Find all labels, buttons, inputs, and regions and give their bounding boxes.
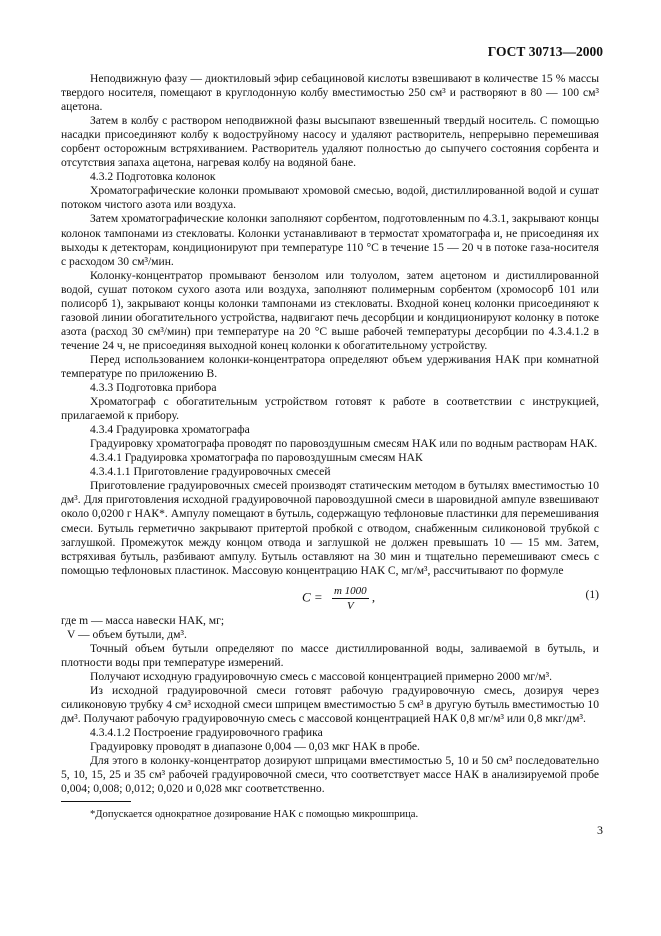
section-heading: 4.3.4.1 Градуировка хроматографа по паровоздушным смесям НАК — [90, 451, 423, 465]
section-heading: 4.3.4.1.2 Построение градуировочного графика — [90, 726, 323, 740]
paragraph: Затем в колбу с раствором неподвижной фазы высыпают взвешенный твердый носитель. С помощью насадки присоединяют колбу к водоструйному насосу и удаляют растворитель, непрерывно перемешивая сорбент осторожным встряхиванием. Растворитель удаляют полностью до сыпучего состояния сорбента и отсутствия запаха ацетона, нагревая колбу на водяной бане. — [61, 114, 599, 170]
paragraph: Хроматографические колонки промывают хромовой смесью, водой, дистиллированной водой и сушат потоком чистого азота или воздуха. — [61, 184, 599, 212]
footnote: *Допускается однократное дозирование НАК с помощью микрошприца. — [90, 809, 419, 821]
where-line: где m — масса навески НАК, мг; — [61, 613, 225, 627]
paragraph: Точный объем бутыли определяют по массе дистиллированной воды, заливаемой в бутыль, и плотности воды при температуре измерений. — [61, 641, 599, 669]
paragraph: Приготовление градуировочных смесей производят статическим методом в бутылях вместимостью 10 дм³. Для приготовления исходной градуировочной паровоздушной смеси в шаровидной ампуле взвешивают около 0,0200 г НАК*. Ампулу помещают в бутыль, содержащую тефлоновые пластинки для перемешивания смеси. Бутыль герметично закрывают притертой пробкой с отводом, снабженным силиконовой трубкой с заглушкой. Промежуток между концом отвода и заглушкой не должен превышать 10 — 15 мм. Затем, встряхивая бутыль, разбивают ампулу. Бутыль оставляют на 30 мин и тщательно перемешивают смесь с помощью тефлоновых пластинок. Массовую концентрацию НАК С, мг/м³, рассчитывают по формуле — [61, 479, 599, 577]
equation-number: (1) — [585, 587, 599, 601]
formula-tail: , — [371, 589, 376, 605]
section-heading: 4.3.4 Градуировка хроматографа — [90, 423, 250, 437]
formula-denominator: V — [346, 599, 354, 612]
formula — [302, 584, 375, 613]
paragraph: Затем хроматографические колонки заполняют сорбентом, подготовленным по 4.3.1, закрывают концы колонок тампонами из стекловаты. Колонки устанавливают в термостат хроматографа и, не присоединяя их выходы к детекторам, кондиционируют при температуре 110 °С в течение 15 — 20 ч в потоке газа-носителя с расходом 30 см³/мин. — [61, 212, 599, 268]
paragraph: Неподвижную фазу — диоктиловый эфир себациновой кислоты взвешивают в количестве 15 % массы твердого носителя, помещают в круглодонную колбу вместимостью 250 см³ и растворяют в 80 — 100 см³ ацетона. — [61, 72, 599, 114]
section-heading: 4.3.2 Подготовка колонок — [90, 170, 216, 184]
paragraph: Из исходной градуировочной смеси готовят рабочую градуировочную смесь, дозируя через силиконовую трубку 4 см³ исходной смеси шприцем вместимостью 5 см³ в другую бутыль вместимостью 10 дм³. Получают рабочую градуировочную смесь с массовой концентрацией НАК 0,8 мг/м³ или 0,8 мкг/дм³. — [61, 683, 599, 726]
paragraph: Градуировку хроматографа проводят по паровоздушным смесям НАК или по водным растворам НАК. — [90, 437, 598, 451]
paragraph: Для этого в колонку-концентратор дозируют шприцами вместимостью 5, 10 и 50 см³ последовательно 5, 10, 15, 25 и 35 см³ рабочей градуировочной смеси, что соответствует массе НАК в анализируемой пробе 0,004; 0,008; 0,012; 0,020 и 0,028 мкг соответственно. — [61, 754, 599, 796]
document-header: ГОСТ 30713—2000 — [487, 44, 603, 59]
page-number: 3 — [597, 823, 603, 837]
paragraph: Перед использованием колонки-концентратора определяют объем удерживания НАК при комнатной температуре по приложению В. — [61, 352, 599, 380]
formula-lhs: C = — [302, 589, 323, 605]
document-body — [61, 72, 599, 822]
section-heading: 4.3.3 Подготовка прибора — [90, 381, 217, 395]
paragraph: Получают исходную градуировочную смесь с массовой концентрацией примерно 2000 мг/м³. — [90, 669, 552, 683]
paragraph: Градуировку проводят в диапазоне 0,004 — 0,03 мкг НАК в пробе. — [90, 740, 420, 754]
section-heading: 4.3.4.1.1 Приготовление градуировочных смесей — [90, 465, 331, 479]
footnote-rule — [61, 801, 131, 802]
formula-fraction — [332, 584, 369, 613]
formula-numerator: m 1000 — [332, 584, 369, 599]
formula-block — [61, 580, 599, 614]
paragraph: Хроматограф с обогатительным устройством готовят к работе в соответствии с инструкцией, прилагаемой к прибору. — [61, 395, 599, 423]
paragraph: Колонку-концентратор промывают бензолом или толуолом, затем ацетоном и дистиллированной водой, сушат потоком сухого азота или воздуха, заполняют полимерным сорбентом (хромосорб 101 или полисорб 1), закрывают концы колонки тампонами из стекловаты. Входной конец колонки присоединяют к газовой линии обогатительного устройства, надвигают печь десорбции и кондиционируют колонку в потоке азота (расход 30 см³/мин) при температуре на 20 °С выше рабочей температуры десорбции по 4.3.4.1.2 в течение 24 ч, не присоединяя выходной конец колонки к обогатительному устройству. — [61, 268, 599, 352]
where-line: V — объем бутыли, дм³. — [67, 627, 187, 641]
